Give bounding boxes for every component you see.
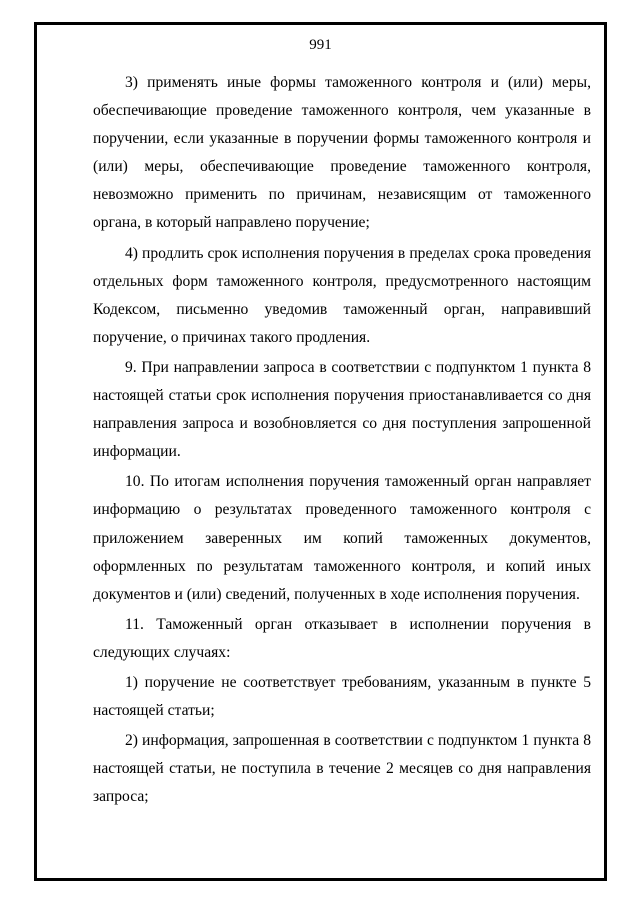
document-body	[93, 69, 591, 813]
page-number: 991	[309, 37, 332, 53]
paragraph-3-subitem: 3) применять иные формы таможенного контроля и (или) меры, обеспечивающие проведение таможенного контроля, чем указанные в поручении, если указанные в поручении формы таможенного контроля и (или) меры, обеспечивающие проведение таможенного контроля, невозможно применить по причинам, независящим от таможенного органа, в который направлено поручение;	[93, 74, 591, 232]
paragraph-clause-9: 9. При направлении запроса в соответствии с подпунктом 1 пункта 8 настоящей статьи срок исполнения поручения приостанавливается со дня направления запроса и возобновляется со дня поступления запрошенной информации.	[93, 358, 591, 461]
paragraph-clause-11-item-2: 2) информация, запрошенная в соответствии с подпунктом 1 пункта 8 настоящей статьи, не поступила в течение 2 месяцев со дня направления запроса;	[93, 732, 591, 806]
paragraph-clause-10: 10. По итогам исполнения поручения таможенный орган направляет информацию о результатах проведенного таможенного контроля с приложением заверенных им копий таможенных документов, оформленных по результатам таможенного контроля, и копий иных документов и (или) сведений, полученных в ходе исполнения поручения.	[93, 473, 591, 603]
page-frame	[34, 22, 607, 881]
paragraph-clause-11-item-1: 1) поручение не соответствует требованиям, указанным в пункте 5 настоящей статьи;	[93, 673, 591, 720]
paragraph-4-subitem: 4) продлить срок исполнения поручения в пределах срока проведения отдельных форм таможенного контроля, предусмотренного настоящим Кодексом, письменно уведомив таможенный орган, направивший поручение, о причинах такого продления.	[93, 244, 591, 346]
paragraph-clause-11: 11. Таможенный орган отказывает в исполнении поручения в следующих случаях:	[93, 615, 591, 661]
